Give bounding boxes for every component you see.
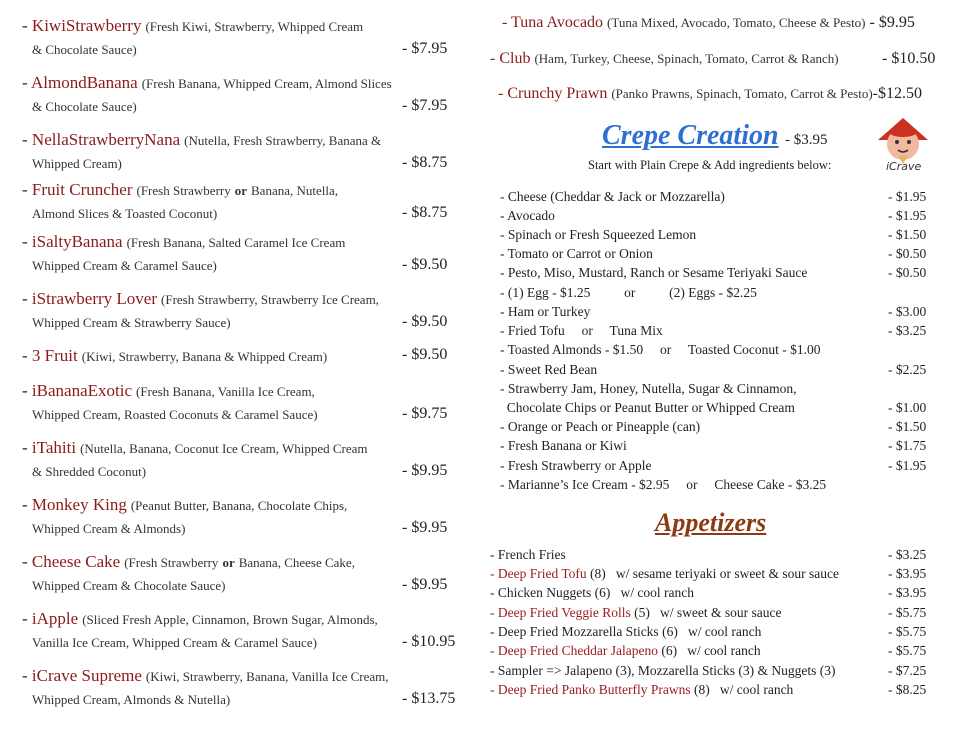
appetizer-name: - Sampler => Jalapeno (3), Mozzarella Sticks (3) & Nuggets (3) [490, 663, 836, 678]
ingredient-label: - Tomato or Carrot or Onion [500, 246, 653, 261]
appetizer-row [490, 643, 930, 661]
ingredient-label: - Orange or Peach or Pineapple (can) [500, 419, 701, 434]
item-desc-line2: Whipped Cream & Almonds) [32, 521, 186, 536]
item-name: KiwiStrawberry [31, 16, 142, 35]
item-desc: (Fresh Banana, Salted Caramel Ice Cream [126, 235, 346, 250]
item-desc: (Sliced Fresh Apple, Cinnamon, Brown Sugar, Almonds, [82, 612, 378, 627]
ingredient-label: - Toasted Almonds - $1.50 or Toasted Coconut - $1.00 [500, 342, 821, 357]
item-desc-rest: Banana, Cheese Cake, [238, 555, 355, 570]
sandwich-item: - Tuna Avocado (Tuna Mixed, Avocado, Tomato, Cheese & Pesto) - $9.95 [502, 14, 915, 31]
item-name: Monkey King [31, 495, 127, 514]
logo-text: iCrave [886, 160, 922, 173]
item-price: - $10.95 [402, 633, 456, 650]
ingredient-label: - (1) Egg - $1.25 or (2) Eggs - $2.25 [500, 285, 757, 300]
ingredient-row [500, 342, 930, 360]
item-name: iStrawberry Lover [31, 289, 158, 308]
item-desc-or: or [222, 555, 235, 570]
appetizer-name: - French Fries [490, 547, 566, 562]
item-desc-line2: Vanilla Ice Cream, Whipped Cream & Caramel Sauce) [32, 635, 317, 650]
item-desc: (Tuna Mixed, Avocado, Tomato, Cheese & Pesto) [607, 15, 866, 30]
menu-item: - 3 Fruit (Kiwi, Strawberry, Banana & Whipped Cream) - $9.50 [22, 346, 448, 365]
menu-item: - AlmondBanana (Fresh Banana, Whipped Cream, Almond Slices & Chocolate Sauce) - $7.95 [22, 73, 462, 115]
item-desc-rest: Banana, Nutella, [251, 183, 339, 198]
ingredient-row [500, 458, 930, 476]
appetizer-price: - $3.95 [888, 585, 927, 600]
ingredient-price: - $0.50 [888, 265, 927, 280]
sandwich-item: - Club (Ham, Turkey, Cheese, Spinach, Tomato, Carrot & Ranch) [490, 50, 839, 67]
item-price: -$12.50 [872, 85, 922, 102]
item-name: iCrave Supreme [31, 666, 142, 685]
appetizer-name: - Deep Fried Tofu [490, 566, 587, 581]
appetizer-price: - $5.75 [888, 624, 927, 639]
ingredient-price: - $1.95 [888, 458, 927, 473]
ingredient-price: - $3.25 [888, 323, 927, 338]
item-price: - $9.95 [402, 576, 448, 593]
sweet-crepes-column [0, 0, 470, 738]
ingredient-row [500, 381, 930, 399]
item-desc: (Nutella, Banana, Coconut Ice Cream, Whipped Cream [80, 441, 368, 456]
item-desc-line2: Whipped Cream & Caramel Sauce) [32, 258, 217, 273]
appetizer-detail: (8) w/ sesame teriyaki or sweet & sour sauce [590, 566, 839, 581]
item-name: Cheese Cake [31, 552, 121, 571]
sandwich-item: - Crunchy Prawn (Panko Prawns, Spinach, Tomato, Carrot & Pesto)-$12.50 [498, 85, 922, 102]
item-name: iApple [31, 609, 79, 628]
appetizer-detail: (6) w/ cool ranch [661, 643, 761, 658]
ingredient-row [500, 189, 930, 207]
appetizer-name: - Deep Fried Cheddar Jalapeno [490, 643, 658, 658]
item-desc-line2: & Shredded Coconut) [32, 464, 147, 479]
ingredient-label: - Fried Tofu or Tuna Mix [500, 323, 663, 338]
menu-item: - iCrave Supreme (Kiwi, Strawberry, Banana, Vanilla Ice Cream, Whipped Cream, Almonds & Nutella) - $13.75 [22, 666, 462, 708]
item-price: - $9.95 [402, 462, 448, 479]
crepe-creation-title: Crepe Creation [602, 120, 779, 151]
item-name: AlmondBanana [30, 73, 138, 92]
item-desc: (Nutella, Fresh Strawberry, Banana & [184, 133, 382, 148]
item-price: - $13.75 [402, 690, 456, 707]
menu-item: - Monkey King (Peanut Butter, Banana, Chocolate Chips, Whipped Cream & Almonds) - $9.95 [22, 495, 462, 537]
crepe-creation-price: - $3.95 [785, 132, 828, 148]
item-price: - $7.95 [402, 97, 448, 114]
ingredient-label: - Fresh Banana or Kiwi [500, 438, 627, 453]
ingredient-label: - Strawberry Jam, Honey, Nutella, Sugar & Cinnamon, [500, 381, 797, 396]
ingredient-price: - $1.00 [888, 400, 927, 415]
ingredient-row [500, 265, 930, 283]
item-name: 3 Fruit [31, 346, 78, 365]
ingredient-label: - Cheese (Cheddar & Jack or Mozzarella) [500, 189, 725, 204]
appetizer-row [490, 663, 930, 681]
appetizer-price: - $7.25 [888, 663, 927, 678]
ingredient-label: - Avocado [500, 208, 555, 223]
ingredient-label: - Pesto, Miso, Mustard, Ranch or Sesame Teriyaki Sauce [500, 265, 808, 280]
appetizer-detail: (5) w/ sweet & sour sauce [634, 605, 782, 620]
item-name: Fruit Cruncher [31, 180, 133, 199]
crepe-creation-subtitle: Start with Plain Crepe & Add ingredients below: [588, 158, 832, 172]
appetizer-row [490, 605, 930, 623]
ingredient-row [500, 362, 930, 380]
item-desc: (Fresh Kiwi, Strawberry, Whipped Cream [145, 19, 364, 34]
ingredient-row [500, 246, 930, 264]
menu-item: - iBananaExotic (Fresh Banana, Vanilla Ice Cream, Whipped Cream, Roasted Coconuts & Caramel Sauce) - $9.75 [22, 381, 462, 423]
menu-item: - KiwiStrawberry (Fresh Kiwi, Strawberry, Whipped Cream & Chocolate Sauce) - $7.95 [22, 16, 462, 58]
ingredient-price: - $2.25 [888, 362, 927, 377]
menu-item: - iStrawberry Lover (Fresh Strawberry, Strawberry Ice Cream, Whipped Cream & Strawberry Sauce) - $9.50 [22, 289, 462, 331]
item-desc-line2: & Chocolate Sauce) [32, 99, 137, 114]
appetizer-row [490, 585, 930, 603]
menu-item: - iTahiti (Nutella, Banana, Coconut Ice Cream, Whipped Cream & Shredded Coconut) - $9.95 [22, 438, 462, 480]
item-name: Club [499, 50, 531, 67]
item-desc: (Kiwi, Strawberry, Banana, Vanilla Ice Cream, [145, 669, 389, 684]
ingredient-label: - Fresh Strawberry or Apple [500, 458, 652, 473]
ingredient-row [500, 477, 930, 495]
item-price: - $10.50 [882, 50, 936, 67]
appetizer-name: - Chicken Nuggets [490, 585, 592, 600]
right-column [480, 0, 960, 738]
item-desc-line2: Whipped Cream, Roasted Coconuts & Caramel Sauce) [32, 407, 318, 422]
item-desc: (Panko Prawns, Spinach, Tomato, Carrot & Pesto) [611, 86, 873, 101]
item-desc-line2: Almond Slices & Toasted Coconut) [32, 206, 218, 221]
appetizer-detail: (6) w/ cool ranch [662, 624, 762, 639]
appetizer-row [490, 682, 930, 700]
sandwich-price [882, 50, 935, 68]
appetizer-price: - $5.75 [888, 605, 927, 620]
item-desc: (Fresh Strawberry [136, 183, 231, 198]
ingredient-row [500, 208, 930, 226]
item-name: NellaStrawberryNana [31, 130, 181, 149]
menu-item: - Cheese Cake (Fresh Strawberry or Banana, Cheese Cake, Whipped Cream & Chocolate Sauce) - $9.95 [22, 552, 462, 594]
appetizer-detail: (6) w/ cool ranch [594, 585, 694, 600]
item-desc: (Ham, Turkey, Cheese, Spinach, Tomato, Carrot & Ranch) [534, 51, 839, 66]
item-price: - $7.95 [402, 40, 448, 57]
ingredient-price: - $1.95 [888, 189, 927, 204]
appetizer-price: - $5.75 [888, 643, 927, 658]
appetizer-detail: (8) w/ cool ranch [693, 682, 794, 697]
ingredient-price: - $0.50 [888, 246, 927, 261]
ingredient-label: - Ham or Turkey [500, 304, 591, 319]
item-desc-line2: & Chocolate Sauce) [32, 42, 137, 57]
item-price: - $9.75 [402, 405, 448, 422]
appetizer-row [490, 547, 930, 565]
ingredient-label: Chocolate Chips or Peanut Butter or Whipped Cream [500, 400, 795, 415]
ingredient-price: - $1.50 [888, 419, 927, 434]
appetizer-name: - Deep Fried Veggie Rolls [490, 605, 631, 620]
menu-item: - iSaltyBanana (Fresh Banana, Salted Caramel Ice Cream Whipped Cream & Caramel Sauce) - $9.50 [22, 232, 462, 274]
item-name: iBananaExotic [31, 381, 132, 400]
appetizer-name: - Deep Fried Panko Butterfly Prawns [490, 682, 691, 697]
ingredient-label: - Spinach or Fresh Squeezed Lemon [500, 227, 697, 242]
appetizer-row [490, 624, 930, 642]
item-name: iTahiti [31, 438, 77, 457]
item-desc-or: or [234, 183, 248, 198]
item-desc: (Fresh Strawberry, Strawberry Ice Cream, [161, 292, 379, 307]
appetizer-price: - $3.95 [888, 566, 927, 581]
item-desc: (Fresh Strawberry [124, 555, 219, 570]
ingredient-row [500, 323, 930, 341]
item-price: - $9.50 [402, 256, 448, 273]
item-price: - $9.50 [402, 346, 448, 363]
menu-item: - iApple (Sliced Fresh Apple, Cinnamon, Brown Sugar, Almonds, Vanilla Ice Cream, Whipped Cream & Caramel Sauce) - $10.95 [22, 609, 462, 651]
item-desc: (Peanut Butter, Banana, Chocolate Chips, [130, 498, 348, 513]
appetizers-title: Appetizers [655, 508, 767, 537]
ingredient-price: - $3.00 [888, 304, 927, 319]
item-name: Crunchy Prawn [507, 85, 608, 102]
item-name: iSaltyBanana [31, 232, 123, 251]
item-desc-line2: Whipped Cream & Strawberry Sauce) [32, 315, 231, 330]
item-desc: (Kiwi, Strawberry, Banana & Whipped Cream) [81, 349, 328, 364]
item-price: - $9.95 [402, 519, 448, 536]
item-desc: (Fresh Banana, Whipped Cream, Almond Slices [141, 76, 392, 91]
ingredient-row [500, 285, 930, 303]
ingredient-label: - Marianne’s Ice Cream - $2.95 or Cheese Cake - $3.25 [500, 477, 827, 492]
ingredient-label: - Sweet Red Bean [500, 362, 598, 377]
item-desc: (Fresh Banana, Vanilla Ice Cream, [136, 384, 315, 399]
appetizer-name: - Deep Fried Mozzarella Sticks [490, 624, 659, 639]
ingredient-row [500, 438, 930, 456]
ingredient-row [500, 304, 930, 322]
item-desc-line2: Whipped Cream, Almonds & Nutella) [32, 692, 231, 707]
item-price: - $8.75 [402, 204, 448, 221]
item-price: - $9.95 [869, 14, 915, 31]
item-price: - $9.50 [402, 313, 448, 330]
item-desc-line2: Whipped Cream & Chocolate Sauce) [32, 578, 226, 593]
item-price: - $8.75 [402, 154, 448, 171]
ingredient-row [500, 400, 930, 418]
ingredient-price: - $1.95 [888, 208, 927, 223]
ingredient-row [500, 419, 930, 437]
ingredient-row [500, 227, 930, 245]
menu-item: - NellaStrawberryNana (Nutella, Fresh Strawberry, Banana & Whipped Cream) - $8.75 [22, 130, 462, 172]
menu-item: - Fruit Cruncher (Fresh Strawberry or Banana, Nutella, Almond Slices & Toasted Coconut) - $8.75 [22, 180, 462, 222]
ingredient-price: - $1.75 [888, 438, 927, 453]
item-name: Tuna Avocado [511, 14, 604, 31]
item-desc-line2: Whipped Cream) [32, 156, 122, 171]
appetizer-price: - $3.25 [888, 547, 927, 562]
appetizer-price: - $8.25 [888, 682, 927, 697]
ingredient-price: - $1.50 [888, 227, 927, 242]
appetizer-row [490, 566, 930, 584]
